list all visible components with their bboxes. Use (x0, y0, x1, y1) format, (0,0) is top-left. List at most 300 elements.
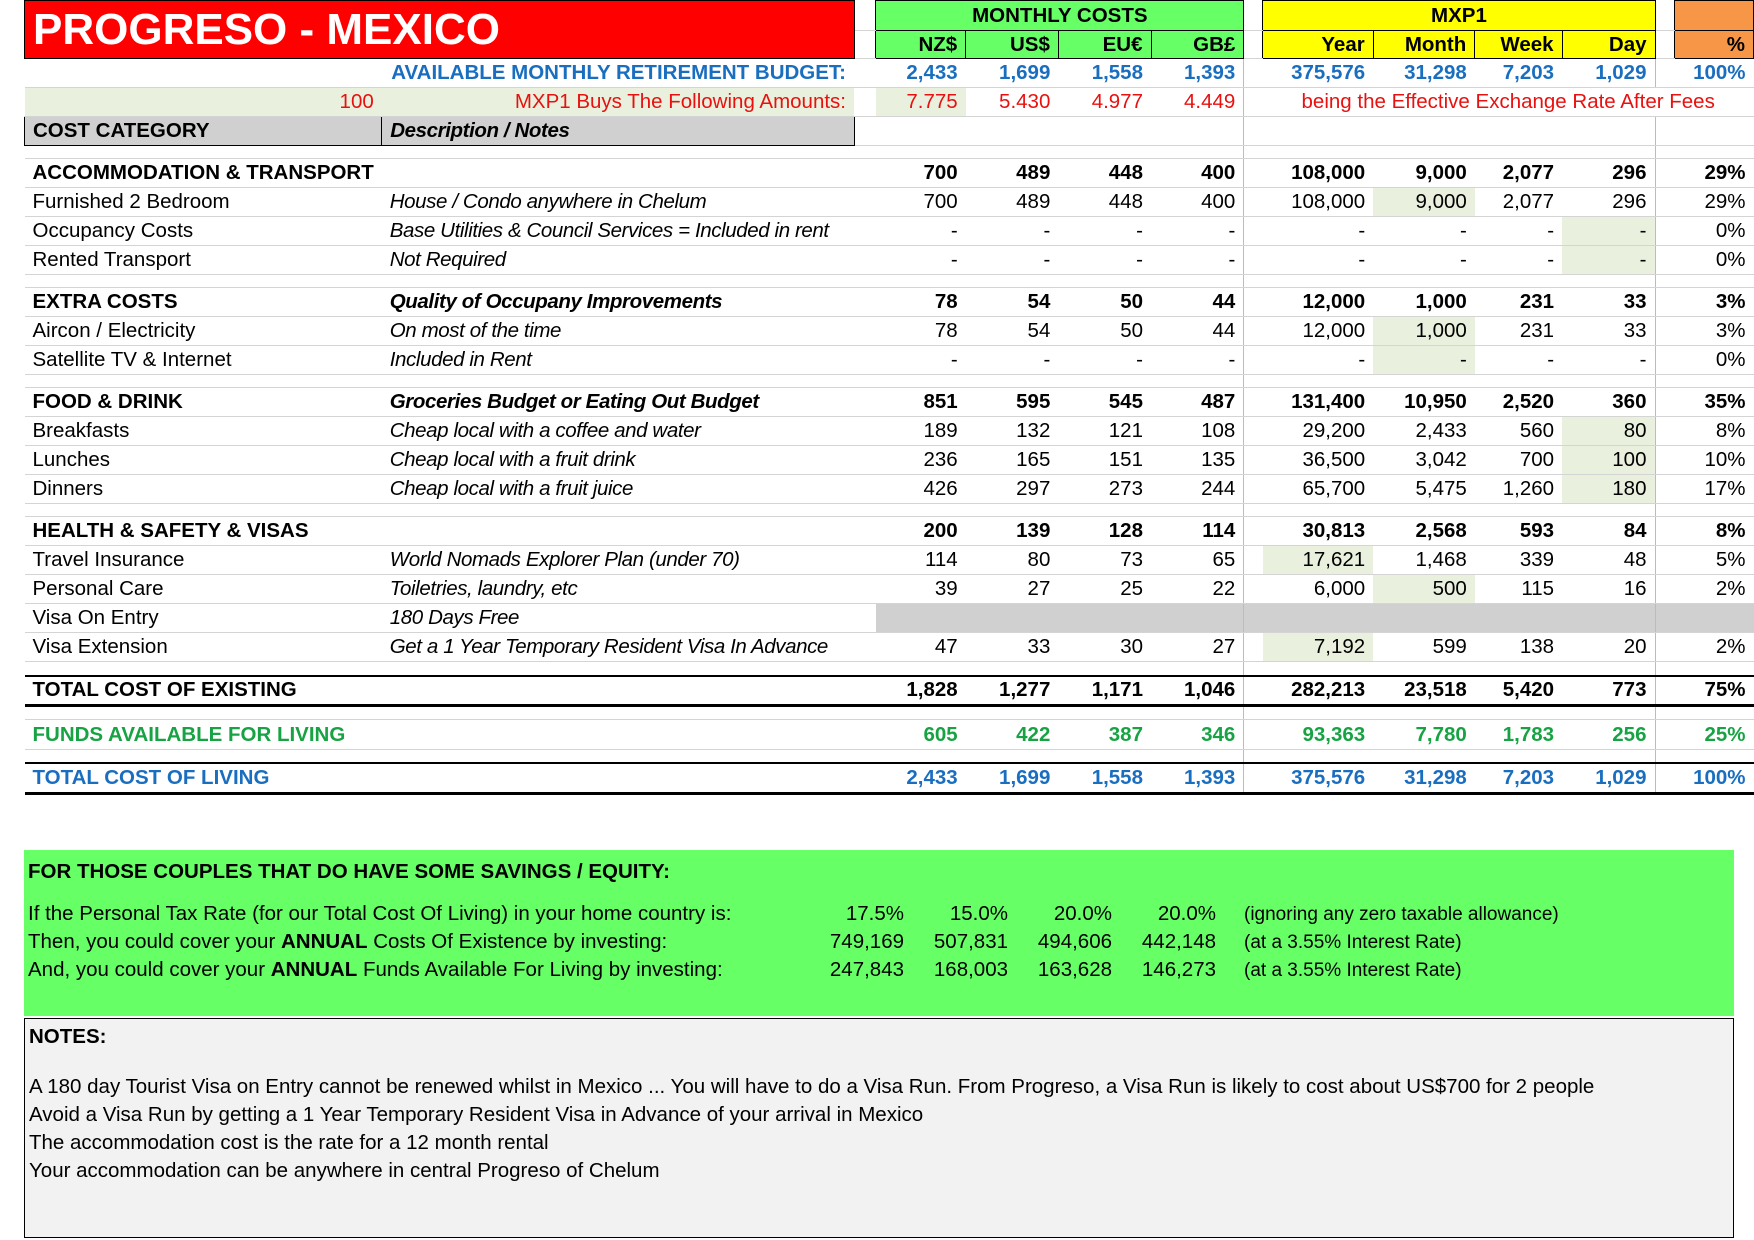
column-separator (1244, 288, 1263, 317)
item-name: Visa On Entry (25, 604, 382, 633)
notes-title: NOTES: (29, 1025, 107, 1048)
gap-cell (1655, 146, 1674, 159)
gap-cell (1151, 504, 1244, 517)
gap-cell (1263, 146, 1373, 159)
table-row (25, 750, 1754, 764)
gap-cell (1244, 275, 1263, 288)
spacer (854, 1, 876, 31)
col-header-week: Week (1475, 31, 1562, 59)
tax-rate-nzd: 17.5% (845, 902, 904, 925)
total-existing-pct: 75% (1674, 676, 1753, 706)
item-name: Lunches (25, 446, 382, 475)
spacer (1655, 31, 1674, 59)
gap-cell (1655, 504, 1674, 517)
table-row (25, 575, 1754, 604)
section-title: HEALTH & SAFETY & VISAS (25, 517, 382, 546)
spacer (854, 575, 876, 604)
table-row (25, 475, 1754, 504)
table-row (25, 288, 1754, 317)
gap-cell (382, 275, 854, 288)
item-usd: - (966, 246, 1059, 275)
gap-cell (854, 662, 876, 676)
item-desc: Cheap local with a fruit juice (382, 475, 854, 504)
table-row (25, 676, 1754, 706)
item-week: 560 (1475, 417, 1562, 446)
spacer (854, 117, 876, 146)
total-living-usd: 1,699 (966, 763, 1059, 793)
rate-nzd: 7.775 (876, 88, 966, 117)
item-day: 180 (1562, 475, 1655, 504)
funds-living-month: 7,780 (1373, 720, 1475, 750)
item-eur: - (1058, 346, 1151, 375)
rate-eur: 4.977 (1058, 88, 1151, 117)
item-name: Personal Care (25, 575, 382, 604)
item-nzd: 47 (876, 633, 966, 662)
gap-cell (25, 146, 382, 159)
savings-tax-line: If the Personal Tax Rate (for our Total Cost Of Living) in your home country is: (28, 902, 732, 925)
table-row (25, 188, 1754, 217)
column-separator (1244, 676, 1263, 706)
notes-panel (24, 1018, 1734, 1238)
item-eur: 50 (1058, 317, 1151, 346)
gap-cell (1058, 375, 1151, 388)
invest-existence-eur: 494,606 (1037, 930, 1112, 953)
budget-gbp: 1,393 (1151, 59, 1244, 88)
col-header-gbp: GB£ (1151, 31, 1244, 59)
column-separator (1655, 475, 1674, 504)
empty-cell (382, 676, 854, 706)
item-name: Occupancy Costs (25, 217, 382, 246)
item-pct: 2% (1674, 575, 1753, 604)
spacer (854, 317, 876, 346)
item-pct (1674, 604, 1753, 633)
spacer (854, 475, 876, 504)
item-usd: 80 (966, 546, 1059, 575)
item-week: - (1475, 346, 1562, 375)
spacer (1244, 1, 1263, 31)
item-pct: 10% (1674, 446, 1753, 475)
item-month: 500 (1373, 575, 1475, 604)
section-total-pct: 8% (1674, 517, 1753, 546)
table-row (25, 375, 1754, 388)
gap-cell (1475, 662, 1562, 676)
item-desc: Cheap local with a fruit drink (382, 446, 854, 475)
note-line: Your accommodation can be anywhere in central Progreso of Chelum (29, 1159, 660, 1182)
column-separator (1655, 575, 1674, 604)
gap-cell (876, 706, 966, 720)
item-week: 115 (1475, 575, 1562, 604)
page-title: PROGRESO - MEXICO (25, 1, 855, 59)
spacer (854, 546, 876, 575)
item-day: - (1562, 246, 1655, 275)
gap-cell (1058, 146, 1151, 159)
table-row (25, 546, 1754, 575)
item-eur: 73 (1058, 546, 1151, 575)
total-living-week: 7,203 (1475, 763, 1562, 793)
savings-living-line: And, you could cover your ANNUAL Funds Available For Living by investing: (28, 958, 723, 981)
cost-category-header: COST CATEGORY (25, 117, 382, 146)
gap-cell (1655, 275, 1674, 288)
interest-note-existence: (at a 3.55% Interest Rate) (1244, 932, 1462, 953)
item-eur (1058, 604, 1151, 633)
empty-cell (382, 763, 854, 793)
item-desc: Cheap local with a coffee and water (382, 417, 854, 446)
spacer (854, 633, 876, 662)
section-title: FOOD & DRINK (25, 388, 382, 417)
tax-rate-gbp: 20.0% (1157, 902, 1216, 925)
table-row (25, 763, 1754, 793)
item-day: 296 (1562, 188, 1655, 217)
item-gbp: 27 (1151, 633, 1244, 662)
section-total-nzd: 78 (876, 288, 966, 317)
budget-usd: 1,699 (966, 59, 1059, 88)
section-total-usd: 489 (966, 159, 1059, 188)
gap-cell (1244, 375, 1263, 388)
section-desc (382, 517, 854, 546)
table-row (25, 633, 1754, 662)
gap-cell (1151, 146, 1244, 159)
item-pct: 0% (1674, 217, 1753, 246)
section-total-usd: 54 (966, 288, 1059, 317)
table-row (25, 159, 1754, 188)
section-total-nzd: 700 (876, 159, 966, 188)
funds-living-usd: 422 (966, 720, 1059, 750)
gap-cell (1058, 706, 1151, 720)
invest-existence-nzd: 749,169 (829, 930, 904, 953)
item-desc: Base Utilities & Council Services = Included in rent (382, 217, 854, 246)
item-name: Travel Insurance (25, 546, 382, 575)
gap-cell (854, 706, 876, 720)
table-row (25, 246, 1754, 275)
gap-cell (1562, 706, 1655, 720)
item-pct: 5% (1674, 546, 1753, 575)
column-separator (1244, 633, 1263, 662)
cost-table (24, 0, 1754, 795)
section-total-usd: 595 (966, 388, 1059, 417)
invest-living-usd: 168,003 (933, 958, 1008, 981)
funds-living-label: FUNDS AVAILABLE FOR LIVING (25, 720, 382, 750)
item-gbp: 108 (1151, 417, 1244, 446)
item-gbp: - (1151, 246, 1244, 275)
column-separator (1244, 388, 1263, 417)
gap-cell (1373, 375, 1475, 388)
item-gbp: - (1151, 217, 1244, 246)
spacer (854, 346, 876, 375)
total-existing-month: 23,518 (1373, 676, 1475, 706)
empty-cell (1244, 117, 1263, 146)
item-nzd: 426 (876, 475, 966, 504)
gap-cell (1475, 504, 1562, 517)
description-header: Description / Notes (382, 117, 854, 146)
column-separator (1655, 604, 1674, 633)
item-eur: 448 (1058, 188, 1151, 217)
item-gbp: 22 (1151, 575, 1244, 604)
gap-cell (1655, 750, 1674, 764)
section-total-month: 9,000 (1373, 159, 1475, 188)
gap-cell (876, 275, 966, 288)
empty-cell (1058, 117, 1151, 146)
total-existing-week: 5,420 (1475, 676, 1562, 706)
total-living-label: TOTAL COST OF LIVING (25, 763, 382, 793)
gap-cell (876, 750, 966, 764)
total-existing-usd: 1,277 (966, 676, 1059, 706)
section-total-month: 1,000 (1373, 288, 1475, 317)
section-desc: Quality of Occupany Improvements (382, 288, 854, 317)
item-day: 20 (1562, 633, 1655, 662)
gap-cell (1263, 275, 1373, 288)
col-header-nzd: NZ$ (876, 31, 966, 59)
item-month: 1,468 (1373, 546, 1475, 575)
item-month: 5,475 (1373, 475, 1475, 504)
gap-cell (1562, 750, 1655, 764)
section-total-year: 108,000 (1263, 159, 1373, 188)
item-year: 108,000 (1263, 188, 1373, 217)
gap-cell (876, 662, 966, 676)
col-header-year: Year (1263, 31, 1373, 59)
item-usd: 489 (966, 188, 1059, 217)
section-total-week: 231 (1475, 288, 1562, 317)
column-separator (1655, 217, 1674, 246)
gap-cell (1562, 146, 1655, 159)
gap-cell (1151, 750, 1244, 764)
item-usd: 297 (966, 475, 1059, 504)
gap-cell (966, 504, 1059, 517)
table-row (25, 388, 1754, 417)
gap-cell (1475, 275, 1562, 288)
item-day: - (1562, 217, 1655, 246)
table-row (25, 720, 1754, 750)
gap-cell (1263, 662, 1373, 676)
item-month: - (1373, 346, 1475, 375)
gap-cell (1058, 504, 1151, 517)
item-name: Aircon / Electricity (25, 317, 382, 346)
rates-label: MXP1 Buys The Following Amounts: (382, 88, 854, 117)
item-gbp (1151, 604, 1244, 633)
item-name: Breakfasts (25, 417, 382, 446)
section-total-week: 2,520 (1475, 388, 1562, 417)
section-total-day: 360 (1562, 388, 1655, 417)
spacer (854, 288, 876, 317)
column-separator (1244, 317, 1263, 346)
item-year: 7,192 (1263, 633, 1373, 662)
spacer (854, 88, 876, 117)
item-usd: - (966, 346, 1059, 375)
tax-rate-eur: 20.0% (1053, 902, 1112, 925)
column-separator (1244, 88, 1263, 117)
item-week: 231 (1475, 317, 1562, 346)
gap-cell (854, 504, 876, 517)
section-total-pct: 29% (1674, 159, 1753, 188)
invest-living-gbp: 146,273 (1141, 958, 1216, 981)
item-pct: 8% (1674, 417, 1753, 446)
item-week: - (1475, 246, 1562, 275)
column-separator (1244, 59, 1263, 88)
gap-cell (1244, 750, 1263, 764)
gap-cell (1674, 375, 1753, 388)
item-desc: Not Required (382, 246, 854, 275)
table-row (25, 146, 1754, 159)
funds-living-gbp: 346 (1151, 720, 1244, 750)
col-header-month: Month (1373, 31, 1475, 59)
table-row (25, 417, 1754, 446)
column-separator (1655, 317, 1674, 346)
gap-cell (25, 275, 382, 288)
item-week: 700 (1475, 446, 1562, 475)
total-living-nzd: 2,433 (876, 763, 966, 793)
invest-existence-gbp: 442,148 (1141, 930, 1216, 953)
rate-gbp: 4.449 (1151, 88, 1244, 117)
section-total-gbp: 487 (1151, 388, 1244, 417)
spacer (854, 188, 876, 217)
item-week (1475, 604, 1562, 633)
spacer (1244, 31, 1263, 59)
item-year: - (1263, 246, 1373, 275)
section-total-eur: 128 (1058, 517, 1151, 546)
gap-cell (1151, 662, 1244, 676)
item-year: 29,200 (1263, 417, 1373, 446)
item-gbp: 44 (1151, 317, 1244, 346)
gap-cell (1263, 504, 1373, 517)
item-name: Dinners (25, 475, 382, 504)
funds-living-day: 256 (1562, 720, 1655, 750)
column-separator (1244, 546, 1263, 575)
gap-cell (1562, 275, 1655, 288)
empty-cell (1655, 117, 1674, 146)
section-total-day: 33 (1562, 288, 1655, 317)
gap-cell (1674, 750, 1753, 764)
gap-cell (1562, 662, 1655, 676)
section-total-year: 131,400 (1263, 388, 1373, 417)
table-row (25, 275, 1754, 288)
item-eur: 151 (1058, 446, 1151, 475)
note-line: Avoid a Visa Run by getting a 1 Year Temporary Resident Visa in Advance of your arrival in Mexico (29, 1103, 924, 1126)
item-month: 9,000 (1373, 188, 1475, 217)
item-year: 65,700 (1263, 475, 1373, 504)
section-total-usd: 139 (966, 517, 1059, 546)
item-nzd: 78 (876, 317, 966, 346)
spacer (854, 517, 876, 546)
gap-cell (1263, 706, 1373, 720)
empty-cell (966, 117, 1059, 146)
rate-base: 100 (25, 88, 382, 117)
gap-cell (966, 146, 1059, 159)
empty-cell (1151, 117, 1244, 146)
column-separator (1655, 246, 1674, 275)
item-name: Satellite TV & Internet (25, 346, 382, 375)
section-total-nzd: 200 (876, 517, 966, 546)
spacer (854, 59, 876, 88)
table-row (25, 504, 1754, 517)
empty-cell (1263, 117, 1373, 146)
budget-eur: 1,558 (1058, 59, 1151, 88)
gap-cell (1674, 275, 1753, 288)
item-week: 138 (1475, 633, 1562, 662)
total-living-year: 375,576 (1263, 763, 1373, 793)
gap-cell (25, 706, 382, 720)
gap-cell (25, 375, 382, 388)
col-header-eur: EU€ (1058, 31, 1151, 59)
item-day: 100 (1562, 446, 1655, 475)
spacer (1655, 1, 1674, 31)
budget-label: AVAILABLE MONTHLY RETIREMENT BUDGET: (25, 59, 855, 88)
interest-note-living: (at a 3.55% Interest Rate) (1244, 960, 1462, 981)
tax-note: (ignoring any zero taxable allowance) (1244, 904, 1559, 925)
table-row (25, 317, 1754, 346)
item-year: - (1263, 346, 1373, 375)
section-total-month: 10,950 (1373, 388, 1475, 417)
item-week: 2,077 (1475, 188, 1562, 217)
table-row (25, 446, 1754, 475)
total-existing-nzd: 1,828 (876, 676, 966, 706)
gap-cell (1674, 662, 1753, 676)
gap-cell (1655, 706, 1674, 720)
column-separator (1244, 188, 1263, 217)
section-total-month: 2,568 (1373, 517, 1475, 546)
exchange-rate-note: being the Effective Exchange Rate After Fees (1263, 88, 1754, 117)
table-row (25, 706, 1754, 720)
column-separator (1655, 720, 1674, 750)
column-separator (1655, 676, 1674, 706)
gap-cell (1373, 504, 1475, 517)
gap-cell (1475, 706, 1562, 720)
item-name: Furnished 2 Bedroom (25, 188, 382, 217)
section-desc: Groceries Budget or Eating Out Budget (382, 388, 854, 417)
item-nzd (876, 604, 966, 633)
item-pct: 3% (1674, 317, 1753, 346)
column-separator (1244, 517, 1263, 546)
item-month: - (1373, 246, 1475, 275)
budget-year: 375,576 (1263, 59, 1373, 88)
column-separator (1244, 720, 1263, 750)
item-desc: Included in Rent (382, 346, 854, 375)
spacer (854, 159, 876, 188)
item-year: - (1263, 217, 1373, 246)
gap-cell (1373, 662, 1475, 676)
item-month (1373, 604, 1475, 633)
item-day (1562, 604, 1655, 633)
gap-cell (25, 662, 382, 676)
section-total-eur: 545 (1058, 388, 1151, 417)
gap-cell (1244, 706, 1263, 720)
total-existing-day: 773 (1562, 676, 1655, 706)
item-day: 16 (1562, 575, 1655, 604)
item-nzd: - (876, 217, 966, 246)
column-separator (1655, 346, 1674, 375)
gap-cell (25, 750, 382, 764)
budget-day: 1,029 (1562, 59, 1655, 88)
gap-cell (1058, 662, 1151, 676)
item-day: 33 (1562, 317, 1655, 346)
savings-panel (24, 850, 1734, 1016)
spacer (854, 604, 876, 633)
table-row (25, 346, 1754, 375)
item-pct: 0% (1674, 246, 1753, 275)
section-total-eur: 50 (1058, 288, 1151, 317)
gap-cell (382, 662, 854, 676)
column-separator (1244, 475, 1263, 504)
gap-cell (966, 706, 1059, 720)
item-eur: 25 (1058, 575, 1151, 604)
section-total-nzd: 851 (876, 388, 966, 417)
section-total-week: 2,077 (1475, 159, 1562, 188)
gap-cell (1244, 504, 1263, 517)
gap-cell (876, 375, 966, 388)
column-separator (1655, 446, 1674, 475)
section-total-gbp: 44 (1151, 288, 1244, 317)
item-year: 17,621 (1263, 546, 1373, 575)
savings-existence-line: Then, you could cover your ANNUAL Costs Of Existence by investing: (28, 930, 668, 953)
item-year: 6,000 (1263, 575, 1373, 604)
